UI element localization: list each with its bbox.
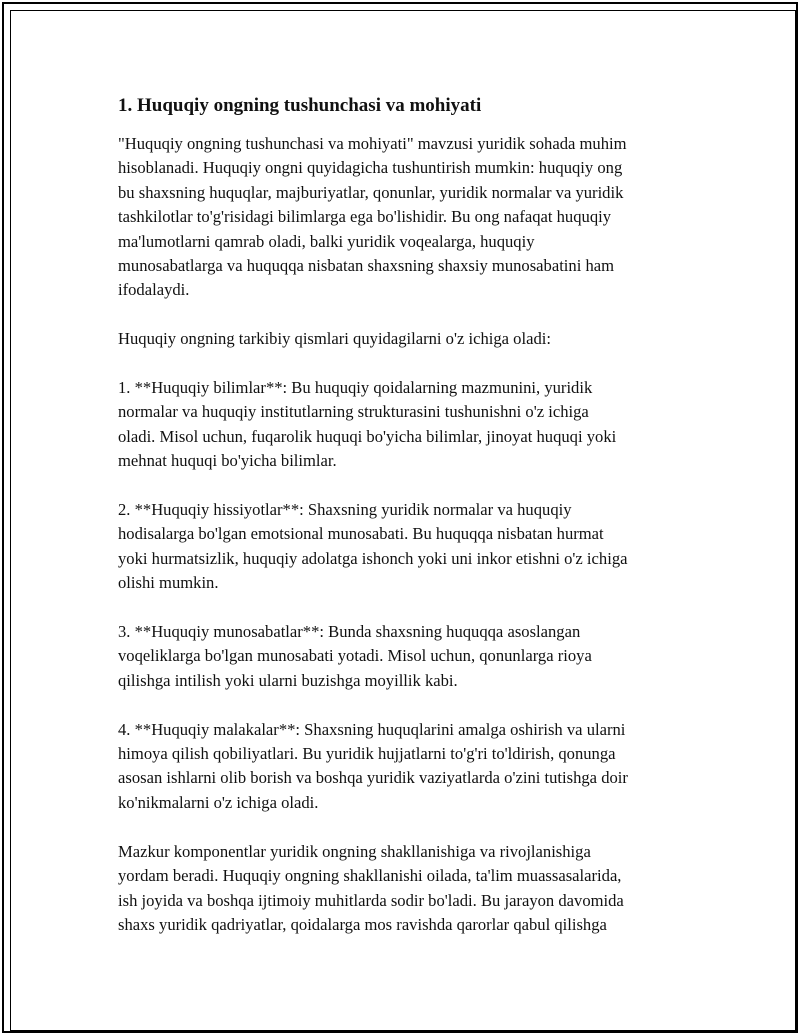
- text-line: ish joyida va boshqa ijtimoiy muhitlarda sodir bo'ladi. Bu jarayon davomida: [118, 890, 624, 910]
- paragraph-item-3: [118, 620, 688, 693]
- text-line: 2. **Huquqiy hissiyotlar**: Shaxsning yuridik normalar va huquqiy: [118, 500, 572, 520]
- text-line: olishi mumkin.: [118, 573, 219, 593]
- text-line: ma'lumotlarni qamrab oladi, balki yuridik voqealarga, huquqiy: [118, 231, 535, 251]
- paragraph-intro: [118, 132, 688, 303]
- paragraph-conclusion: [118, 840, 688, 938]
- text-line: hisoblanadi. Huquqiy ongni quyidagicha tushuntirish mumkin: huquqiy ong: [118, 158, 623, 178]
- text-line: oladi. Misol uchun, fuqarolik huquqi bo'yicha bilimlar, jinoyat huquqi yoki: [118, 426, 617, 446]
- text-line: 1. **Huquqiy bilimlar**: Bu huquqiy qoidalarning mazmunini, yuridik: [118, 378, 593, 398]
- text-line: hodisalarga bo'lgan emotsional munosabati. Bu huquqqa nisbatan hurmat: [118, 524, 604, 544]
- paragraph-item-2: [118, 498, 688, 596]
- text-line: ko'nikmalarni o'z ichiga oladi.: [118, 792, 319, 812]
- text-line: himoya qilish qobiliyatlari. Bu yuridik hujjatlarni to'g'ri to'ldirish, qonunga: [118, 744, 616, 764]
- paragraph-item-4: [118, 718, 688, 816]
- text-line: 4. **Huquqiy malakalar**: Shaxsning huquqlarini amalga oshirish va ularni: [118, 719, 626, 739]
- text-line: mehnat huquqi bo'yicha bilimlar.: [118, 451, 337, 471]
- text-line: qilishga intilish yoki ularni buzishga moyillik kabi.: [118, 670, 458, 690]
- text-line: shaxs yuridik qadriyatlar, qoidalarga mos ravishda qarorlar qabul qilishga: [118, 914, 607, 934]
- text-line: voqeliklarga bo'lgan munosabati yotadi. Misol uchun, qonunlarga rioya: [118, 646, 592, 666]
- text-line: 3. **Huquqiy munosabatlar**: Bunda shaxsning huquqqa asoslangan: [118, 622, 581, 642]
- text-line: "Huquqiy ongning tushunchasi va mohiyati" mavzusi yuridik sohada muhim: [118, 134, 627, 153]
- text-line: bu shaxsning huquqlar, majburiyatlar, qonunlar, yuridik normalar va yuridik: [118, 182, 624, 202]
- document-title: 1. Huquqiy ongning tushunchasi va mohiyati: [118, 95, 482, 116]
- text-line: tashkilotlar to'g'risidagi bilimlarga ega bo'lishidir. Bu ong nafaqat huquqiy: [118, 207, 612, 227]
- paragraph-components-intro: [118, 327, 688, 351]
- paragraph-item-1: [118, 376, 688, 474]
- text-line: yordam beradi. Huquqiy ongning shakllanishi oilada, ta'lim muassasalarida,: [118, 866, 622, 886]
- text-line: munosabatlarga va huquqqa nisbatan shaxsning shaxsiy munosabatini ham: [118, 256, 615, 276]
- text-line: normalar va huquqiy institutlarning strukturasini tushunishni o'z ichiga: [118, 402, 589, 422]
- document-body: [118, 92, 688, 962]
- text-line: yoki hurmatsizlik, huquqiy adolatga ishonch yoki uni inkor etishni o'z ichiga: [118, 548, 628, 568]
- text-line: Mazkur komponentlar yuridik ongning shakllanishiga va rivojlanishiga: [118, 841, 591, 861]
- text-line: asosan ishlarni olib borish va boshqa yuridik vaziyatlarda o'zini tutishga doir: [118, 768, 628, 788]
- text-line: Huquqiy ongning tarkibiy qismlari quyidagilarni o'z ichiga oladi:: [118, 329, 551, 349]
- text-line: ifodalaydi.: [118, 280, 190, 300]
